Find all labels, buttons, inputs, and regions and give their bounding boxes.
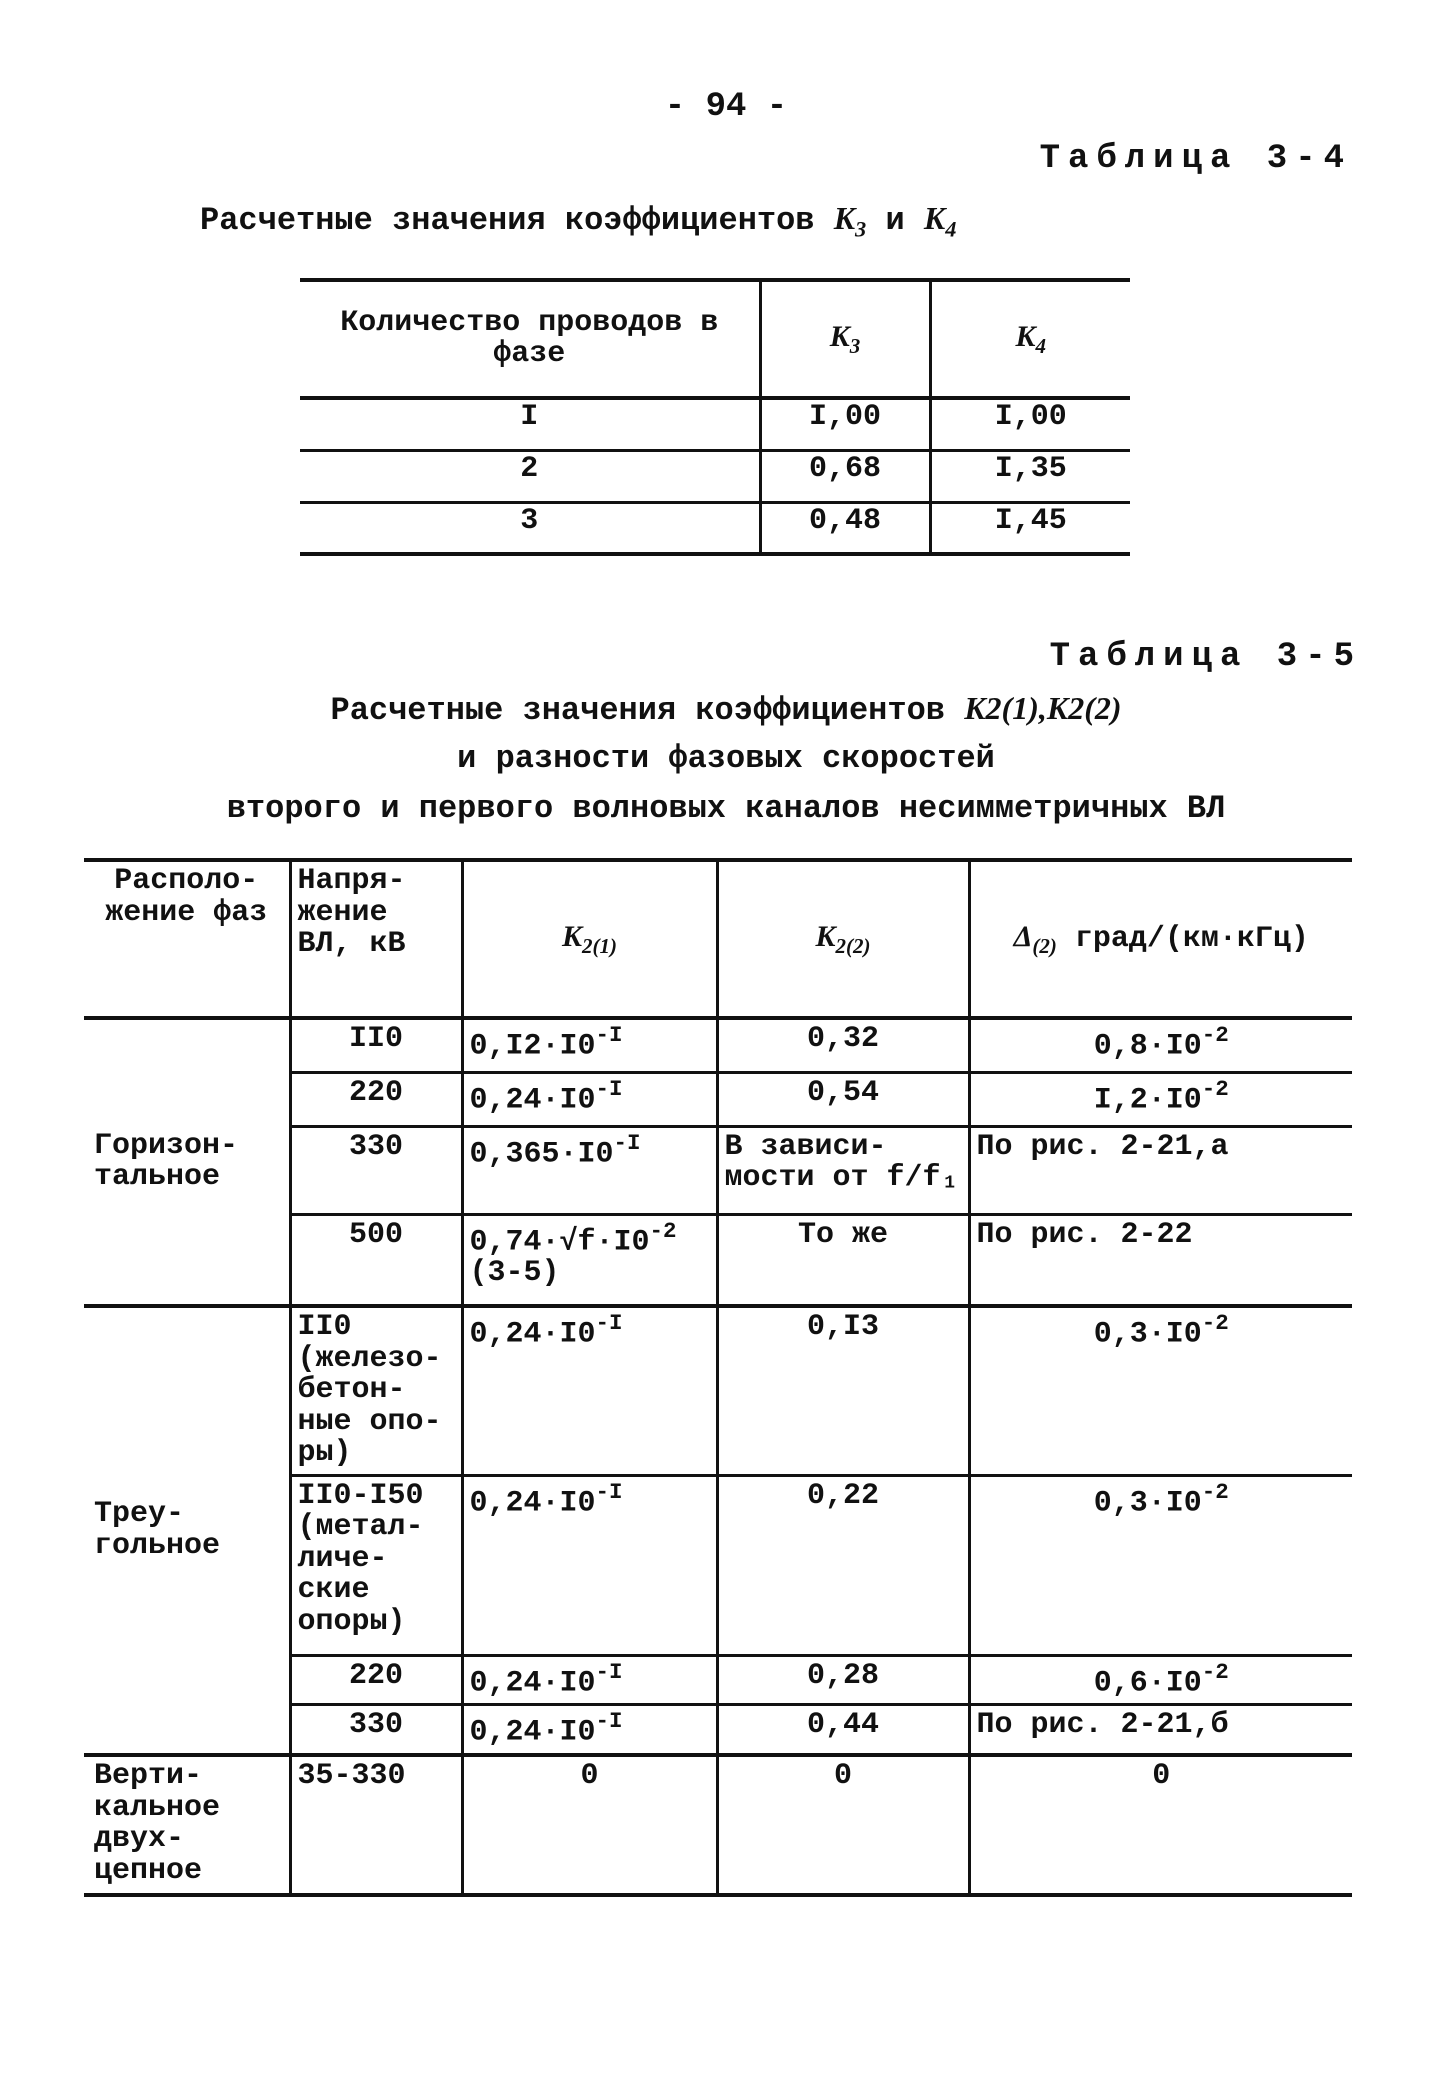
table-row — [300, 450, 1130, 502]
cell-k22: 0,28 — [717, 1655, 969, 1705]
cell-k4: I,00 — [930, 398, 1130, 450]
cell-k21: $0,24\cdot I0^{-I}$ — [462, 1306, 717, 1475]
cell-delta: $I,2\cdot I0^{-2}$ — [969, 1072, 1352, 1126]
table-row — [300, 398, 1130, 450]
group-horizontal: Горизон-тальное — [84, 1018, 290, 1306]
cell-voltage: 330 — [290, 1126, 462, 1214]
table-3-4-caption: Таблица 3-4 — [1039, 140, 1352, 178]
k3-symbol: $K_3$ — [833, 200, 867, 242]
table-3-4 — [300, 278, 1130, 556]
table-header-row — [84, 860, 1352, 1018]
cell-k22: 0 — [717, 1755, 969, 1895]
title-and: и — [885, 202, 905, 239]
header-k22: $K_{2(2)}$ — [717, 860, 969, 1018]
header-wire-count: Количество проводов в фазе — [300, 280, 760, 398]
table-3-4-title — [200, 200, 956, 242]
table-3-5-caption: Таблица 3-5 — [1049, 638, 1362, 676]
header-k4: $K_4$ — [930, 280, 1130, 398]
table-3-5 — [84, 858, 1352, 1897]
cell-voltage: II0-I50 (метал-личе-ские опоры) — [290, 1475, 462, 1655]
k2-symbols: K2(1),K2(2) — [964, 690, 1122, 726]
table-3-5-title-line2: и разности фазовых скоростей — [457, 740, 995, 777]
title-line1-text: Расчетные значения коэффициентов — [330, 692, 945, 729]
cell-k22: То же — [717, 1214, 969, 1306]
cell-delta: По рис. 2-21,б — [969, 1705, 1352, 1755]
cell-voltage: II0 — [290, 1018, 462, 1072]
cell-k21: $0,24\cdot I0^{-I}$ — [462, 1705, 717, 1755]
cell-voltage: 220 — [290, 1655, 462, 1705]
page-number: - 94 - — [664, 88, 788, 126]
header-phase-arrangement: Располо-жение фаз — [84, 860, 290, 1018]
cell-wire-count: I — [300, 398, 760, 450]
cell-voltage: 500 — [290, 1214, 462, 1306]
header-voltage: Напря-жение ВЛ, кВ — [290, 860, 462, 1018]
cell-delta: $0,3\cdot I0^{-2}$ — [969, 1475, 1352, 1655]
table-row — [84, 1306, 1352, 1475]
cell-k22: В зависи-мости от f/f₁ — [717, 1126, 969, 1214]
table-3-5-title-line3: второго и первого волновых каналов несимметричных ВЛ — [226, 790, 1226, 827]
cell-k3: 0,68 — [760, 450, 930, 502]
cell-k21: $0,24\cdot I0^{-I}$ — [462, 1072, 717, 1126]
cell-k3: I,00 — [760, 398, 930, 450]
cell-k22: 0,44 — [717, 1705, 969, 1755]
table-header-row — [300, 280, 1130, 398]
cell-k21: $0,74\cdot√f\cdot I0^{-2}$ (3-5) — [462, 1214, 717, 1306]
table-row — [300, 502, 1130, 554]
cell-delta: $0,6\cdot I0^{-2}$ — [969, 1655, 1352, 1705]
cell-k21: $0,24\cdot I0^{-I}$ — [462, 1475, 717, 1655]
cell-delta: $0,8\cdot I0^{-2}$ — [969, 1018, 1352, 1072]
table-row — [84, 1018, 1352, 1072]
cell-wire-count: 3 — [300, 502, 760, 554]
table-row — [84, 1755, 1352, 1895]
cell-voltage: 330 — [290, 1705, 462, 1755]
cell-k21: 0 — [462, 1755, 717, 1895]
cell-delta: 0 — [969, 1755, 1352, 1895]
group-triangular: Треу-гольное — [84, 1306, 290, 1755]
cell-wire-count: 2 — [300, 450, 760, 502]
cell-k22: 0,22 — [717, 1475, 969, 1655]
cell-delta: По рис. 2-22 — [969, 1214, 1352, 1306]
cell-k21: $0,24\cdot I0^{-I}$ — [462, 1655, 717, 1705]
cell-k22: 0,I3 — [717, 1306, 969, 1475]
header-k21: $K_{2(1)}$ — [462, 860, 717, 1018]
header-k3: $K_3$ — [760, 280, 930, 398]
cell-voltage: II0 (железо-бетон-ные опо-ры) — [290, 1306, 462, 1475]
cell-k3: 0,48 — [760, 502, 930, 554]
cell-k4: I,45 — [930, 502, 1130, 554]
table-3-5-title-line1 — [0, 690, 1452, 729]
cell-k22: 0,32 — [717, 1018, 969, 1072]
table-3-4-title-text: Расчетные значения коэффициентов — [200, 202, 815, 239]
cell-k21: $0,I2\cdot I0^{-I}$ — [462, 1018, 717, 1072]
cell-delta: $0,3\cdot I0^{-2}$ — [969, 1306, 1352, 1475]
cell-k21: $0,365\cdot I0^{-I}$ — [462, 1126, 717, 1214]
cell-delta: По рис. 2-21,а — [969, 1126, 1352, 1214]
cell-voltage: 220 — [290, 1072, 462, 1126]
cell-k4: I,35 — [930, 450, 1130, 502]
cell-k22: 0,54 — [717, 1072, 969, 1126]
k4-symbol: $K_4$ — [923, 200, 957, 242]
group-vertical: Верти-кальное двух-цепное — [84, 1755, 290, 1895]
cell-voltage: 35-330 — [290, 1755, 462, 1895]
header-delta: $\Delta_{(2)}$ град/(км·кГц) — [969, 860, 1352, 1018]
